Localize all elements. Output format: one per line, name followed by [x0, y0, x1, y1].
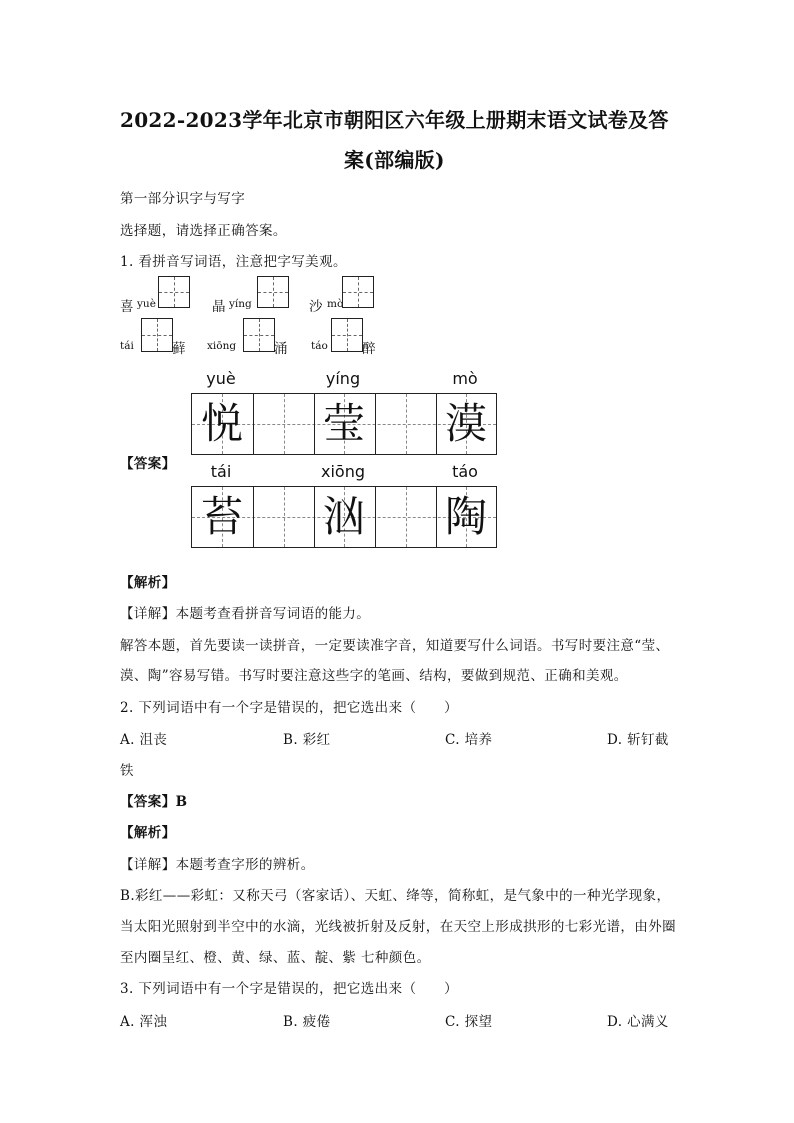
answer-pinyin: táo: [452, 462, 478, 481]
q1-pinyin: yíng: [229, 298, 252, 310]
answer-char: 陶: [444, 492, 487, 541]
answer-pinyin: yuè: [206, 369, 236, 388]
q1-pinyin: yuè: [137, 298, 156, 310]
answer-text: 【答案】B: [120, 794, 188, 810]
explain-text: B.彩红——彩虹：又称天弓（客家话）、天虹、绛等，简称虹，是气象中的一种光学现象，: [120, 888, 671, 904]
option-d[interactable]: D. 心满义: [607, 1014, 669, 1030]
q1-word-suffix: 醉: [362, 341, 376, 357]
question-2-stem: 2. 下列词语中有一个字是错误的，把它选出来（ ）: [120, 700, 459, 716]
page-title: 2022-2023学年北京市朝阳区六年级上册期末语文试卷及答: [120, 108, 669, 132]
q1-word-prefix: 晶: [212, 299, 226, 315]
analysis-label: 【解析】: [120, 825, 176, 841]
detail-text: 【详解】本题考查字形的辨析。: [120, 857, 315, 873]
detail-text: 【详解】本题考查看拼音写词语的能力。: [120, 606, 371, 622]
q1-pinyin: tái: [120, 340, 134, 352]
answer-char: 漠: [444, 399, 487, 448]
option-d-wrap: 铁: [120, 763, 134, 779]
option-a[interactable]: A. 沮丧: [120, 732, 168, 748]
answer-pinyin: yíng: [325, 369, 361, 388]
writing-box[interactable]: [331, 318, 363, 352]
answer-char: 悦: [200, 399, 243, 448]
option-b[interactable]: B. 疲倦: [283, 1014, 331, 1030]
writing-box[interactable]: [158, 276, 190, 308]
explain-text: 解答本题，首先要读一读拼音，一定要读准字音，知道要写什么词语。书写时要注意“莹、: [120, 638, 670, 654]
q1-word-suffix: 藓: [172, 341, 186, 357]
option-d[interactable]: D. 斩钉截: [607, 732, 669, 748]
answer-pinyin: xiōng: [321, 462, 365, 481]
q1-word-suffix: 涌: [274, 341, 288, 357]
explain-text: 至内圈呈红、橙、黄、绿、蓝、靛、紫 七种颜色。: [120, 950, 431, 966]
answer-pinyin: mò: [452, 369, 478, 388]
writing-box[interactable]: [243, 318, 275, 352]
option-b[interactable]: B. 彩红: [283, 732, 331, 748]
instruction-text: 选择题，请选择正确答案。: [120, 223, 287, 239]
analysis-label: 【解析】: [120, 575, 176, 591]
option-c[interactable]: C. 培养: [445, 732, 493, 748]
q1-word-prefix: 沙: [309, 299, 323, 315]
answer-label: 【答案】: [120, 456, 176, 472]
q1-pinyin: xiōng: [207, 340, 237, 352]
explain-text: 当太阳光照射到半空中的水滴，光线被折射及反射，在天空上形成拱形的七彩光谱，由外圈: [120, 919, 676, 935]
page-title-cont: 案(部编版): [344, 148, 445, 172]
q1-pinyin: táo: [311, 340, 328, 352]
question-1-stem: 1. 看拼音写词语，注意把字写美观。: [120, 254, 347, 270]
answer-pinyin: tái: [210, 462, 232, 481]
writing-box[interactable]: [342, 276, 374, 308]
option-a[interactable]: A. 浑浊: [120, 1014, 168, 1030]
question-3-stem: 3. 下列词语中有一个字是错误的，把它选出来（ ）: [120, 981, 459, 997]
answer-char: 莹: [322, 399, 365, 448]
writing-box[interactable]: [141, 318, 173, 352]
section-heading: 第一部分识字与写字: [120, 191, 246, 207]
answer-char: 汹: [322, 492, 365, 541]
answer-char: 苔: [200, 492, 243, 541]
q1-pinyin: mò: [327, 298, 344, 310]
explain-text: 漠、陶”容易写错。书写时要注意这些字的笔画、结构，要做到规范、正确和美观。: [120, 668, 628, 684]
q1-word-prefix: 喜: [120, 299, 134, 315]
option-c[interactable]: C. 探望: [445, 1014, 493, 1030]
writing-box[interactable]: [257, 276, 289, 308]
